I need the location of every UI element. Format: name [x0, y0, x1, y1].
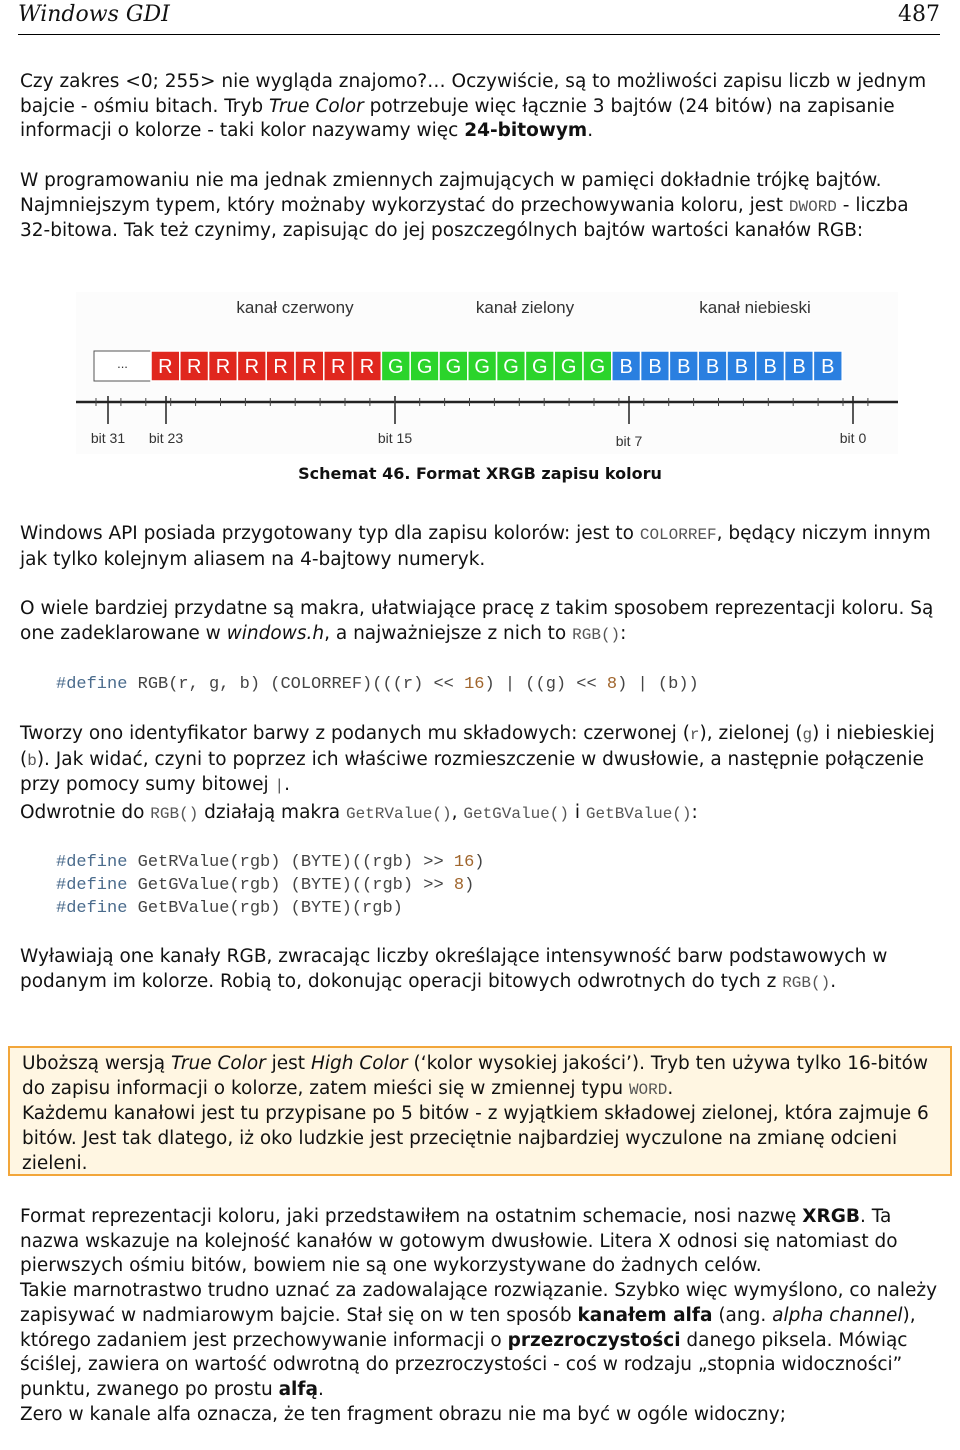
- xrgb-diagram: [76, 292, 898, 454]
- blue-bit-letter: B: [619, 356, 633, 378]
- green-bit-letter: G: [560, 356, 577, 378]
- text: ). Jak widać, czyni to poprzez ich właściwe rozmieszczenie w dwusłowie, a następnie połączenie przy pomocy sumy bitowej: [20, 748, 924, 796]
- red-bit-letter: R: [244, 356, 260, 378]
- text: Wyławiają one kanały RGB, zwracając liczby określające intensywność barw podstawowych w podanym im kolorze. Robią to, dokonując operacji bitowych odwrotnych do tych z: [20, 946, 888, 992]
- page-number: 487: [898, 2, 940, 27]
- note-box: [8, 1046, 952, 1176]
- green-bit-letter: G: [503, 356, 519, 378]
- text: . Ta nazwa wskazuje na kolejność kanałów w gotowym dwusłowie. Litera X odnosi się natomiast do pierwszych ośmiu bitów, bowiem nie są one wykorzystywane do żadnych celów.: [20, 1206, 898, 1277]
- paragraph-1: [20, 70, 940, 144]
- code-text: RGB(r, g, b) (COLORREF)(((r) <<: [127, 675, 465, 694]
- blue-bit-letter: B: [792, 356, 806, 378]
- label-bit-15: bit 15: [377, 430, 413, 446]
- text: O wiele bardziej przydatne są makra, ułatwiające pracę z takim sposobem reprezentacji koloru. Są one zadeklarowane w: [20, 598, 934, 644]
- strong: XRGB: [802, 1206, 860, 1227]
- paragraph-7: [20, 945, 940, 995]
- text: ), którego zadaniem jest przechowywanie informacji o: [20, 1304, 916, 1351]
- code-keyword: #define: [56, 899, 128, 918]
- green-bit-letter: G: [416, 356, 433, 378]
- code-block-getvalue: [56, 851, 484, 920]
- emphasis: windows.h: [226, 622, 325, 644]
- text: Takie marnotrastwo trudno uznać za zadowalające rozwiązanie. Szybko więc wymyślono, co należy zapisywać w nadmiarowym bajcie. Stał się on w ten sposób: [20, 1280, 938, 1326]
- emphasis: True Color: [171, 1053, 266, 1074]
- text: W programowaniu nie ma jednak zmiennych zajmujących w pamięci dokładnie trójkę bajtów. Najmniejszym typem, który możnaby wykorzystać do przechowywania koloru, jest: [20, 170, 882, 216]
- inline-code: RGB(): [150, 805, 199, 823]
- red-bit-letter: R: [330, 356, 346, 378]
- text: (‘kolor wysokiej jakości’). Tryb ten używa tylko 16-bitów do zapisu informacji o kolorze, zatem mieści się w zmiennej typu: [22, 1053, 929, 1099]
- label-bit-31: bit 31: [90, 430, 126, 446]
- green-bit-letter: G: [532, 356, 548, 378]
- code-keyword: #define: [56, 675, 128, 694]
- text: Odwrotnie do: [20, 802, 151, 823]
- code-keyword: #define: [56, 853, 128, 872]
- inline-code: r: [689, 726, 700, 744]
- code-number: 8: [453, 876, 465, 895]
- text: Uboższą wersją: [22, 1053, 171, 1074]
- red-bit-letter: R: [215, 356, 231, 378]
- inline-code: RGB(): [782, 973, 831, 992]
- text: .: [830, 970, 837, 992]
- blue-bit-letter: B: [677, 356, 691, 378]
- text: działają makra: [198, 802, 346, 823]
- paragraph-3: [20, 522, 940, 572]
- red-bit-letter: R: [302, 356, 317, 378]
- blue-bit-letter: B: [763, 356, 777, 378]
- text: Format reprezentacji koloru, jaki przedstawiłem na ostatnim schemacie, nosi nazwę: [20, 1206, 803, 1227]
- emphasis: True Color: [268, 95, 364, 117]
- text: Każdemu kanałowi jest tu przypisane po 5 bitów - z wyjątkiem składowej zielonej, która zajmuje 6 bitów. Jest tak dlatego, iż oko ludzkie jest przeciętnie najbardziej wyczulone na zmianę odcieni zieleni.: [22, 1103, 929, 1174]
- red-bit-letter: R: [186, 356, 202, 378]
- text: .: [284, 774, 290, 796]
- label-blue-channel: kanał niebieski: [699, 298, 811, 317]
- green-bit-letter: G: [589, 356, 606, 378]
- code-number: 8: [606, 675, 618, 694]
- code-text: GetRValue(rgb) (BYTE)((rgb) >>: [127, 853, 454, 872]
- text: (ang.: [712, 1304, 773, 1326]
- bit-cells: [94, 351, 842, 381]
- code-text: ): [464, 876, 475, 895]
- page-header: [18, 0, 940, 35]
- label-green-channel: kanał zielony: [475, 298, 575, 317]
- text: :: [620, 622, 627, 644]
- text: .: [667, 1077, 674, 1099]
- code-text: GetGValue(rgb) (BYTE)((rgb) >>: [127, 876, 454, 895]
- strong: kanałem alfa: [577, 1304, 713, 1326]
- text: Tworzy ono identyfikator barwy z podanych mu składowych: czerwonej (: [20, 723, 690, 744]
- inline-code: COLORREF: [639, 526, 717, 544]
- blue-bit-letter: B: [821, 356, 835, 378]
- paragraph-4: [20, 597, 940, 647]
- inline-code: RGB(): [572, 625, 621, 644]
- code-text: ): [474, 853, 485, 872]
- text: .: [587, 120, 594, 142]
- paragraph-5: [20, 722, 940, 799]
- green-bit-letter: G: [445, 356, 462, 378]
- inline-code: b: [27, 751, 37, 770]
- figure-caption: Schemat 46. Format XRGB zapisu koloru: [298, 464, 662, 483]
- green-bit-letter: G: [388, 356, 404, 378]
- label-bit-23: bit 23: [148, 430, 184, 446]
- unused-byte-label: ...: [117, 356, 128, 371]
- blue-bit-letter: B: [648, 356, 662, 378]
- note-text: [22, 1052, 942, 1177]
- text: potrzebuje więc łącznie 3 bajtów (24 bitów) na zapisanie informacji o kolorze - taki kolor nazywamy więc: [20, 95, 895, 142]
- red-bit-letter: R: [359, 356, 375, 378]
- paragraph-6: [20, 801, 940, 827]
- paragraph-2: [20, 169, 940, 244]
- text: .: [317, 1378, 324, 1400]
- inline-code: GetRValue(): [345, 805, 452, 823]
- text: i: [568, 802, 586, 823]
- code-number: 16: [453, 853, 475, 872]
- red-bit-letter: R: [158, 356, 173, 378]
- inline-code: g: [802, 726, 813, 744]
- text: Windows API posiada przygotowany typ dla zapisu kolorów: jest to: [20, 523, 640, 544]
- blue-bit-letter: B: [705, 356, 720, 378]
- emphasis: High Color: [310, 1053, 408, 1074]
- text: danego piksela. Mówiąc ściślej, zawiera on wartość odwrotną do przezroczystości - coś w rodzaju „stopnia widoczności” punktu, zwanego po prostu: [20, 1329, 908, 1400]
- text: , a najważniejsze z nich to: [324, 622, 573, 644]
- inline-code: GetGValue(): [463, 805, 569, 823]
- blue-bit-letter: B: [734, 356, 749, 378]
- text: ,: [451, 802, 464, 823]
- code-text: ) | (b)): [617, 675, 699, 694]
- strong: alfą: [278, 1378, 318, 1400]
- inline-code: WORD: [628, 1080, 668, 1099]
- code-text: ) | ((g) <<: [484, 675, 607, 694]
- code-text: GetBValue(rgb) (BYTE)(rgb): [127, 899, 403, 918]
- strong: przezroczystości: [507, 1329, 681, 1351]
- text: jest: [265, 1053, 311, 1074]
- code-keyword: #define: [56, 876, 128, 895]
- red-bit-letter: R: [273, 356, 288, 378]
- strong: 24-bitowym: [464, 120, 588, 142]
- text: :: [691, 802, 698, 823]
- code-block-rgb: [56, 673, 699, 696]
- inline-code: GetBValue(): [585, 805, 692, 823]
- text: ) i niebieskiej (: [20, 723, 935, 770]
- label-bit-7: bit 7: [615, 433, 643, 449]
- text: , będący niczym innym jak tylko kolejnym aliasem na 4-bajtowy numeryk.: [20, 523, 931, 570]
- text: - liczba 32-bitowa. Tak też czynimy, zapisując do jej poszczególnych bajtów wartości kanałów RGB:: [20, 194, 909, 242]
- paragraph-8: [20, 1205, 940, 1427]
- label-bit-0: bit 0: [839, 430, 867, 446]
- emphasis: alpha channel: [772, 1304, 903, 1326]
- code-number: 16: [464, 675, 485, 694]
- text: ), zielonej (: [699, 723, 803, 744]
- green-bit-letter: G: [474, 356, 490, 378]
- inline-code: DWORD: [788, 197, 837, 216]
- label-red-channel: kanał czerwony: [236, 298, 354, 317]
- text: Czy zakres <0; 255> nie wygląda znajomo?… Oczywiście, są to możliwości zapisu liczb w jednym bajcie - ośmiu bitach. Tryb: [20, 71, 927, 117]
- text: Zero w kanale alfa oznacza, że ten fragment obrazu nie ma być w ogóle widoczny;: [20, 1403, 786, 1425]
- header-title: Windows GDI: [18, 2, 170, 27]
- inline-code: |: [274, 777, 285, 796]
